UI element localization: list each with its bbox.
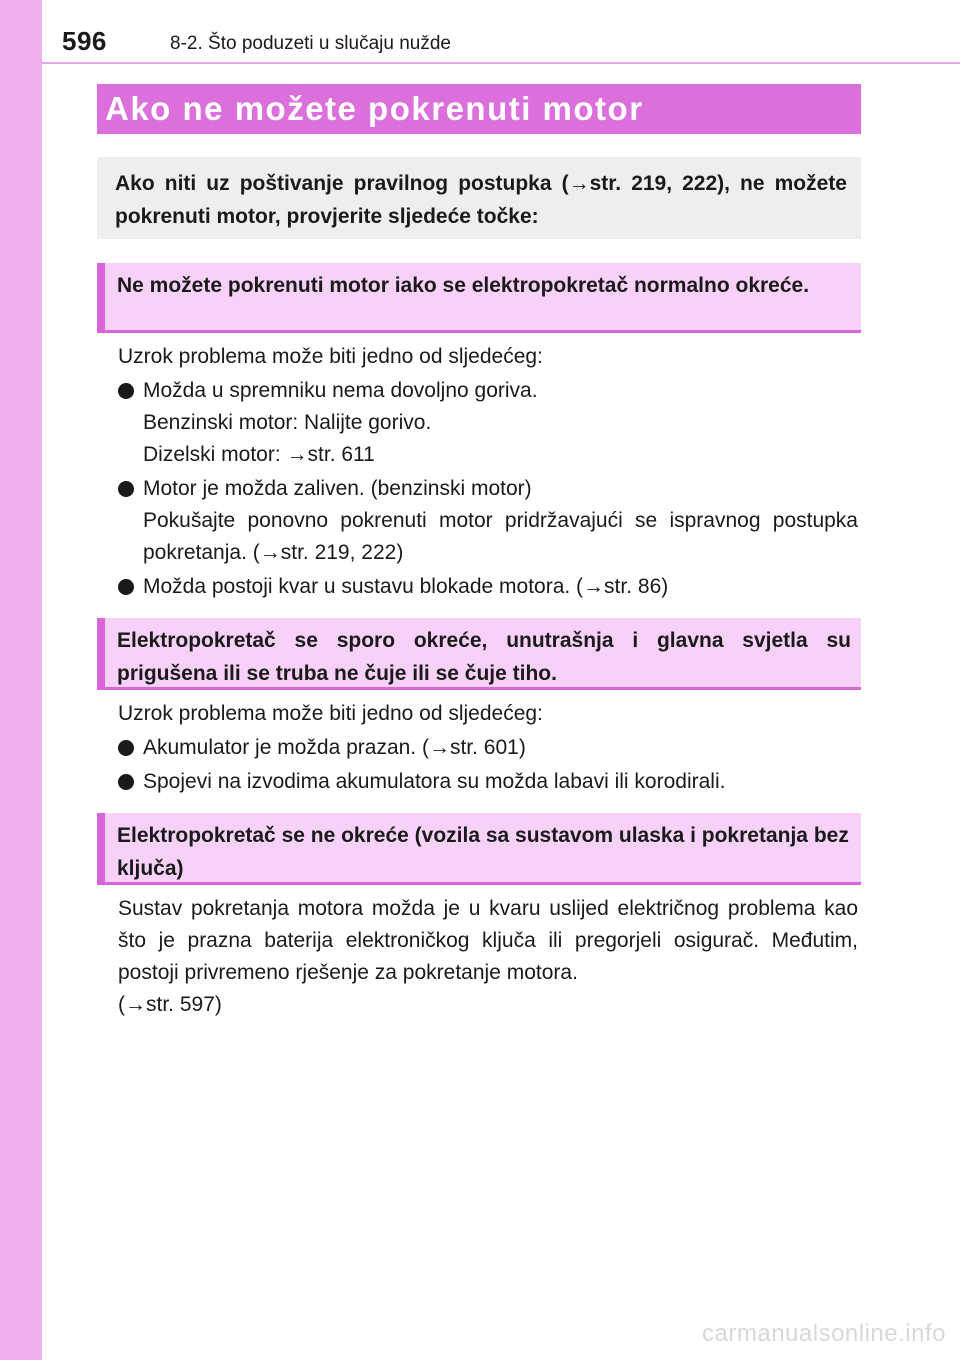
subheading-engine-cranks: Ne možete pokrenuti motor iako se elektropokretač normalno okreće. bbox=[97, 263, 861, 333]
section-2-body bbox=[118, 698, 858, 798]
section-1-body bbox=[118, 341, 858, 603]
bullet-dot-icon bbox=[118, 774, 134, 790]
bullet-detail: Dizelski motor: →str. 611 bbox=[143, 443, 375, 466]
page-title: Ako ne možete pokrenuti motor bbox=[97, 84, 861, 134]
bullet-text: Možda u spremniku nema dovoljno goriva. bbox=[143, 379, 538, 402]
subheading-starter-not-turning: Elektropokretač se ne okreće (vozila sa sustavom ulaska i pokretanja bez ključa) bbox=[97, 813, 861, 885]
section-reference: 8-2. Što poduzeti u slučaju nužde bbox=[170, 33, 451, 54]
bullet-detail: Benzinski motor: Nalijte gorivo. bbox=[143, 411, 432, 434]
bullet-item bbox=[118, 571, 858, 603]
bullet-dot-icon bbox=[118, 579, 134, 595]
section-1-lead: Uzrok problema može biti jedno od sljedećeg: bbox=[118, 345, 543, 368]
bullet-detail: Pokušajte ponovno pokrenuti motor pridržavajući se ispravnog postupka pokretanja. (→str. 219, 222) bbox=[143, 509, 858, 564]
bullet-text: Akumulator je možda prazan. (→str. 601) bbox=[143, 736, 526, 759]
subheading-slow-cranking: Elektropokretač se sporo okreće, unutrašnja i glavna svjetla su prigušena ili se truba ne čuje ili se čuje tiho. bbox=[97, 618, 861, 690]
bullet-item bbox=[118, 375, 858, 471]
section-3-body bbox=[118, 893, 858, 1021]
intro-box: Ako niti uz poštivanje pravilnog postupka (→str. 219, 222), ne možete pokrenuti motor, provjerite sljedeće točke: bbox=[97, 157, 861, 239]
bullet-text: Možda postoji kvar u sustavu blokade motora. (→str. 86) bbox=[143, 575, 669, 598]
bullet-dot-icon bbox=[118, 740, 134, 756]
page-number: 596 bbox=[62, 26, 107, 56]
bullet-text: Motor je možda zaliven. (benzinski motor) bbox=[143, 477, 532, 500]
bullet-text: Spojevi na izvodima akumulatora su možda labavi ili korodirali. bbox=[143, 770, 726, 793]
watermark: carmanualsonline.info bbox=[702, 1320, 946, 1347]
section-3-reference: (→str. 597) bbox=[118, 993, 222, 1016]
section-2-lead: Uzrok problema može biti jedno od sljedećeg: bbox=[118, 702, 543, 725]
side-tab-stripe bbox=[0, 0, 42, 1360]
header-rule bbox=[42, 62, 960, 64]
bullet-dot-icon bbox=[118, 481, 134, 497]
bullet-item bbox=[118, 766, 858, 798]
section-3-paragraph: Sustav pokretanja motora možda je u kvaru uslijed električnog problema kao što je prazna baterija elektroničkog ključa ili pregorjeli osigurač. Međutim, postoji privremeno rješenje za pokretanje motora. bbox=[118, 897, 858, 984]
bullet-dot-icon bbox=[118, 383, 134, 399]
bullet-item bbox=[118, 732, 858, 764]
bullet-item bbox=[118, 473, 858, 569]
